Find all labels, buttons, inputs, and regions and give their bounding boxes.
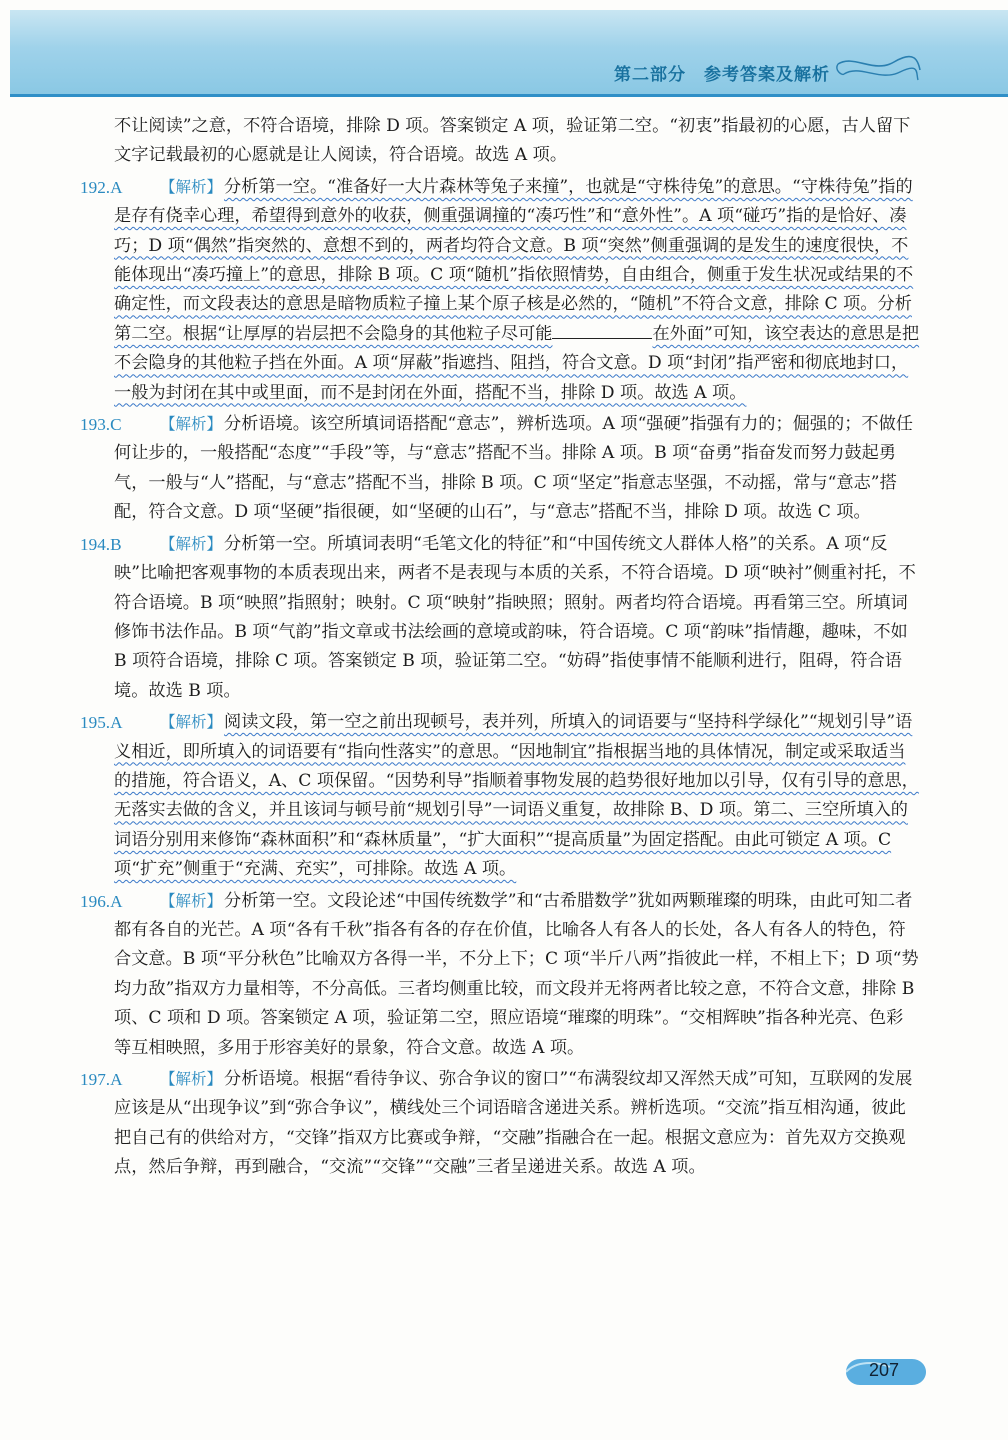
answer-item-192 [80, 173, 920, 408]
analysis-text: 分析第一空。所填词表明“毛笔文化的特征”和“中国传统文人群体人格”的关系。A 项“反映”比喻把客观事物的本质表现出来，两者不是表现与本质的关系，不符合语境。D 项“映衬”侧重衬托，不符合语境。B 项“映照”指照射；映射。C 项“映射”指映照；照射。两者均符合语境。再看第三空。所填词修饰书法作品。B 项“气韵”指文章或书法绘画的意境或韵味，符合语境。C 项“韵味”指情趣，趣味，不如 B 项符合语境，排除 C 项。答案锁定 B 项，验证第二空。“妨碍”指使事情不能顺利进行，阻碍，符合语境。故选 B 项。 [114, 533, 916, 701]
analysis-tag: 【解析】 [160, 534, 223, 553]
analysis-text: 阅读文段，第一空之前出现顿号，表并列，所填入的词语要与“坚持科学绿化”“规划引导”语义相近，即所填入的词语要有“指向性落实”的意思。“因地制宜”指根据当地的具体情况，制定或采取适当的措施，符合语义，A、C 项保留。“因势利导”指顺着事物发展的趋势很好地加以引导，仅有引导的意思，无落实去做的含义，并且该词与顿号前“规划引导”一词语义重复，故排除 B、D 项。第二、三空所填入的词语分别用来修饰“森林面积”和“森林质量”，“扩大面积”“提高质量”为固定搭配。由此可锁定 A 项。C 项“扩充”侧重于“充满、充实”，可排除。故选 A 项。 [114, 712, 919, 880]
section-label: 第二部分 [614, 65, 686, 85]
header-rule [10, 94, 1008, 97]
analysis-tag: 【解析】 [160, 891, 223, 910]
question-number: 193.C [80, 415, 122, 435]
analysis-text: 分析第一空。文段论述“中国传统数学”和“古希腊数学”犹如两颗璀璨的明珠，由此可知二者都有各自的光芒。A 项“各有千秋”指各有各的存在价值，比喻各人有各人的长处，各人有各人的特色，符合文意。B 项“平分秋色”比喻双方各得一半，不分上下；C 项“半斤八两”指彼此一样，不相上下；D 项“势均力敌”指双方力量相等，不分高低。三者均侧重比较，而文段并无将两者比较之意，不符合文意，排除 B 项、C 项和 D 项。答案锁定 A 项，验证第二空，照应语境“璀璨的明珠”。“交相辉映”指各种光亮、色彩等互相映照，多用于形容美好的景象，符合文意。故选 A 项。 [114, 890, 919, 1058]
answer-item-197 [80, 1065, 920, 1183]
page-number-badge [846, 1357, 928, 1387]
analysis-tag: 【解析】 [160, 713, 223, 732]
analysis-text: 分析语境。根据“看待争议、弥合争议的窗口”“布满裂纹却又浑然天成”可知，互联网的发展应该是从“出现争议”到“弥合争议”，横线处三个词语暗含递进关系。辨析选项。“交流”指互相沟通，彼此把自己有的供给对方，“交锋”指双方比赛或争辩，“交融”指融合在一起。根据文意应为：首先双方交换观点，然后争辩，再到融合，“交流”“交锋”“交融”三者呈递进关系。故选 A 项。 [114, 1069, 913, 1178]
running-header [614, 60, 830, 85]
question-number: 194.B [80, 534, 122, 554]
question-number: 197.A [80, 1070, 123, 1089]
analysis-text [114, 177, 919, 403]
analysis-text: 分析语境。该空所填词语搭配“意志”，辨析选项。A 项“强硬”指强有力的；倔强的；不做任何让步的，一般搭配“态度”“手段”等，与“意志”搭配不当。排除 A 项。B 项“奋勇”指奋发而努力鼓起勇气，一般与“人”搭配，与“意志”搭配不当，排除 B 项。C 项“坚定”指意志坚强，不动摇，常与“意志”搭配，符合文意。D 项“坚硬”指很硬，如“坚硬的山石”，与“意志”搭配不当，排除 D 项。故选 C 项。 [114, 414, 913, 523]
answer-item-195 [80, 708, 920, 884]
analysis-tag: 【解析】 [160, 1070, 223, 1088]
fill-blank [552, 324, 652, 339]
question-number: 196.A [80, 891, 123, 911]
answer-item-193 [80, 410, 920, 528]
answer-item-196 [80, 887, 920, 1063]
analysis-text-part1: 分析第一空。“准备好一大片森林等兔子来撞”，也就是“守株待兔”的意思。“守株待兔”指的是存有侥幸心理，希望得到意外的收获，侧重强调撞的“凑巧性”和“意外性”。A 项“碰巧”指的是恰好、凑巧；D 项“偶然”指突然的、意想不到的，两者均符合文意。B 项“突然”侧重强调的是发生的速度很快，不能体现出“凑巧撞上”的意思，排除 B 项。C 项“随机”指依照情势，自由组合，侧重于发生状况或结果的不确定性，而文段表达的意思是暗物质粒子撞上某个原子核是必然的，“随机”不符合文意，排除 C 项。分析第二空。根据“让厚厚的岩层把不会隐身的其他粒子尽可能 [114, 176, 914, 344]
analysis-tag: 【解析】 [160, 177, 223, 196]
answer-content [80, 112, 920, 1183]
section-title: 参考答案及解析 [704, 65, 830, 85]
page-number: 207 [868, 1360, 900, 1380]
analysis-text-part2: 在外面”可知，该空表达的意思是把不会隐身的其他粒子挡在外面。A 项“屏蔽”指遮挡、阻挡，符合文意。D 项“封闭”指严密和彻底地封口，一般为封闭在其中或里面，而不是封闭在外面，搭配不当，排除 D 项。故选 A 项。 [114, 323, 920, 403]
scroll-ornament-icon [834, 52, 924, 88]
question-number: 192.A [80, 177, 123, 197]
intro-paragraph: 不让阅读”之意，不符合语境，排除 D 项。答案锁定 A 项，验证第二空。“初衷”指最初的心愿，古人留下文字记载最初的心愿就是让人阅读，符合语境。故选 A 项。 [114, 116, 911, 166]
analysis-tag: 【解析】 [160, 415, 223, 434]
question-number: 195.A [80, 713, 123, 733]
answer-item-194 [80, 530, 920, 706]
